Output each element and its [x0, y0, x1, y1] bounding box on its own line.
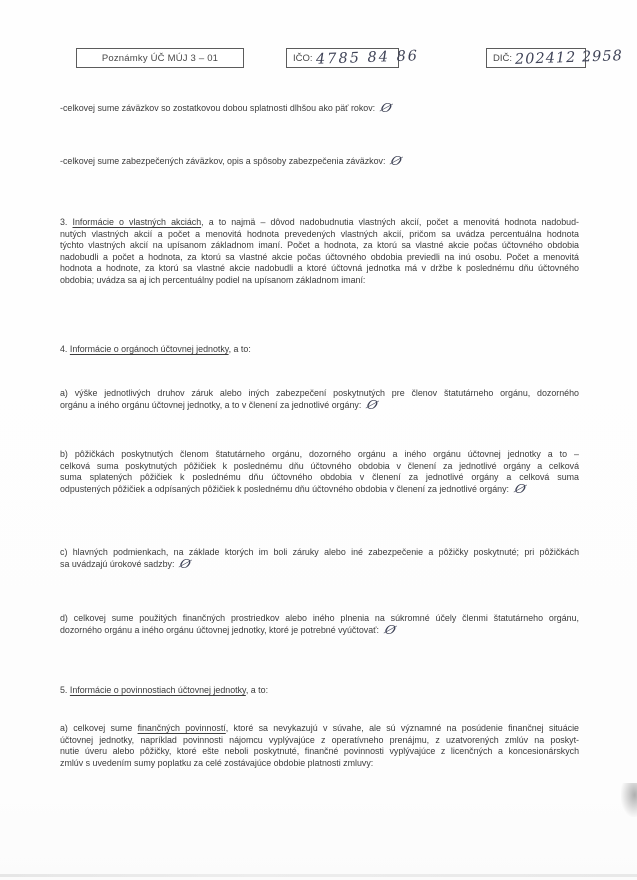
text-line — [60, 621, 579, 638]
handwritten-empty-mark: Ø — [389, 152, 405, 169]
text-segment: 5. — [60, 685, 70, 695]
text-segment: c) hlavných podmienkach, na základe ktorých im boli záruky alebo iné zabezpečenie a pôžičky poskytnuté; pri pôžičkách — [60, 547, 579, 557]
text-line — [60, 461, 579, 473]
text-line — [60, 152, 579, 169]
form-title: Poznámky ÚČ MÚJ 3 – 01 — [101, 52, 219, 64]
paragraph-5a-financial-obligations — [60, 723, 579, 769]
paragraph-4c-conditions — [60, 547, 579, 570]
text-line — [60, 685, 579, 697]
text-segment: a) výške jednotlivých druhov záruk alebo iných zabezpečení poskytnutých pre členov štatutárneho orgánu, dozorného — [60, 388, 579, 398]
text-segment: zmlúv s uvedením sumy poplatku za celé zostávajúce obdobie platnosti zmluvy: — [60, 757, 374, 768]
text-line — [60, 275, 579, 287]
text-line — [60, 480, 579, 497]
underlined-text: finančných povinností — [137, 723, 226, 733]
text-segment: celková suma poskytnutých pôžičiek k poslednému dňu účtovného obdobia v členení za jednotlivé orgány a celková — [60, 460, 579, 471]
text-segment: , a to: — [228, 344, 251, 354]
text-line — [60, 240, 579, 252]
text-line — [60, 723, 579, 735]
text-segment: účtovnej jednotky, napríklad povinnosti nájomcu vyplývajúce z operatívneho prenájmu, z uzatvorených zmlúv na poskyt- — [60, 734, 579, 745]
text-line — [60, 449, 579, 461]
dic-handwritten-value: 202412 2958 — [514, 48, 624, 68]
text-segment: , ktoré sa nevykazujú v súvahe, ale sú významné na posúdenie finančnej situácie — [225, 723, 579, 733]
underlined-text: Informácie o povinnostiach účtovnej jednotky — [69, 685, 246, 695]
dic-label: DIČ: — [493, 52, 512, 64]
paragraph-4b-loans — [60, 449, 579, 495]
text-line — [60, 758, 579, 770]
text-segment: , a to najmä – dôvod nadobudnutia vlastných akcií, počet a menovitá hodnota nadobud- — [201, 217, 579, 227]
handwritten-empty-mark: Ø — [365, 396, 380, 413]
text-segment: nutých vlastných akcií a počet a menovitá hodnota prevedených vlastných akcií, pričom sa uvádza percentuálna hodnota — [60, 228, 579, 239]
text-segment: 4. — [60, 344, 70, 354]
text-segment: odpustených pôžičiek a odpísaných pôžičiek k poslednému dňu účtovného obdobia v členení za jednotlivé orgány: — [60, 483, 509, 494]
handwritten-empty-mark: Ø — [382, 621, 398, 638]
text-line — [60, 388, 579, 400]
paragraph-4d-private-use — [60, 613, 579, 636]
handwritten-empty-mark: Ø — [379, 99, 394, 116]
text-line — [60, 472, 579, 484]
text-line — [60, 613, 579, 625]
handwritten-empty-mark: Ø — [512, 480, 528, 497]
text-segment: a) celkovej sume — [60, 723, 138, 733]
text-segment: týchto vlastných akcií na upísanom základnom imaní. Počet a hodnota, za ktorú sa vlastné akcie počas účtovného obdobia — [60, 240, 579, 251]
text-line — [60, 746, 579, 758]
clause-secured-liabilities — [60, 152, 579, 169]
ico-box — [286, 48, 419, 68]
paragraph-3-own-shares — [60, 217, 579, 287]
text-segment: sa uvádzajú úrokové sadzby: — [60, 558, 175, 569]
scan-bottom-edge — [0, 874, 637, 877]
scan-edge-smudge — [621, 783, 637, 817]
text-segment: b) pôžičkách poskytnutých členom štatutárneho orgánu, dozorného orgánu a iného orgánu účtovnej jednotky a to – — [60, 449, 579, 459]
underlined-text: Informácie o orgánoch účtovnej jednotky — [69, 344, 229, 354]
form-title-box — [76, 48, 244, 68]
text-line — [60, 547, 579, 559]
text-segment: orgánu a iného orgánu účtovnej jednotky, a to v členení za jednotlivé orgány: — [60, 399, 362, 410]
text-segment: -celkovej sume zabezpečených záväzkov, opis a spôsoby zabezpečenia záväzkov: — [60, 156, 386, 166]
text-line — [60, 396, 579, 413]
text-segment: suma splatených pôžičiek k poslednému dňu účtovného obdobia v členení za jednotlivé orgány a celková suma — [60, 472, 579, 483]
text-line — [60, 217, 579, 229]
text-line — [60, 252, 579, 264]
text-line — [60, 263, 579, 275]
paragraph-4-heading — [60, 344, 579, 356]
paragraph-5-heading — [60, 685, 579, 697]
text-segment: d) celkovej sume použitých finančných prostriedkov alebo iného plnenia na súkromné účely členmi štatutárneho orgánu, — [60, 613, 579, 623]
text-line — [60, 555, 579, 572]
text-segment: nutie úveru alebo pôžičky, ktoré ešte neboli poskytnuté, finančné povinnosti vyplývajúce z licenčných a koncesionárskych — [60, 746, 579, 757]
dic-box — [486, 48, 624, 68]
handwritten-empty-mark: Ø — [178, 555, 194, 572]
text-segment: -celkovej sume záväzkov so zostatkovou dobou splatnosti dlhšou ako päť rokov: — [60, 103, 376, 113]
clause-liabilities-over-five-years — [60, 99, 579, 116]
paragraph-4a-guarantees — [60, 388, 579, 411]
underlined-text: Informácie o vlastných akciách — [72, 217, 202, 227]
text-line — [60, 735, 579, 747]
text-segment: obdobia; uvádza sa aj ich percentuálny podiel na upísanom základnom imaní: — [60, 274, 366, 285]
text-segment: 3. — [60, 217, 73, 227]
text-line — [60, 344, 579, 356]
text-segment: nadobudli a počet a hodnota, za ktorú sa vlastné akcie počas účtovného obdobia previedli na inú osobu. Počet a menovitá — [60, 251, 579, 262]
text-line — [60, 229, 579, 241]
text-segment: dozorného orgánu a iného orgánu účtovnej jednotky, ktoré je potrebné vyúčtovať: — [60, 624, 379, 635]
text-line — [60, 99, 579, 116]
text-segment: hodnota a hodnote, za ktorú sa vlastné akcie nadobudli a ktoré účtovná jednotka má v držbe k poslednému dňu účtovného — [60, 263, 579, 274]
ico-handwritten-value: 4785 84 86 — [315, 48, 419, 68]
text-segment: , a to: — [245, 685, 269, 695]
ico-label: IČO: — [293, 52, 313, 64]
